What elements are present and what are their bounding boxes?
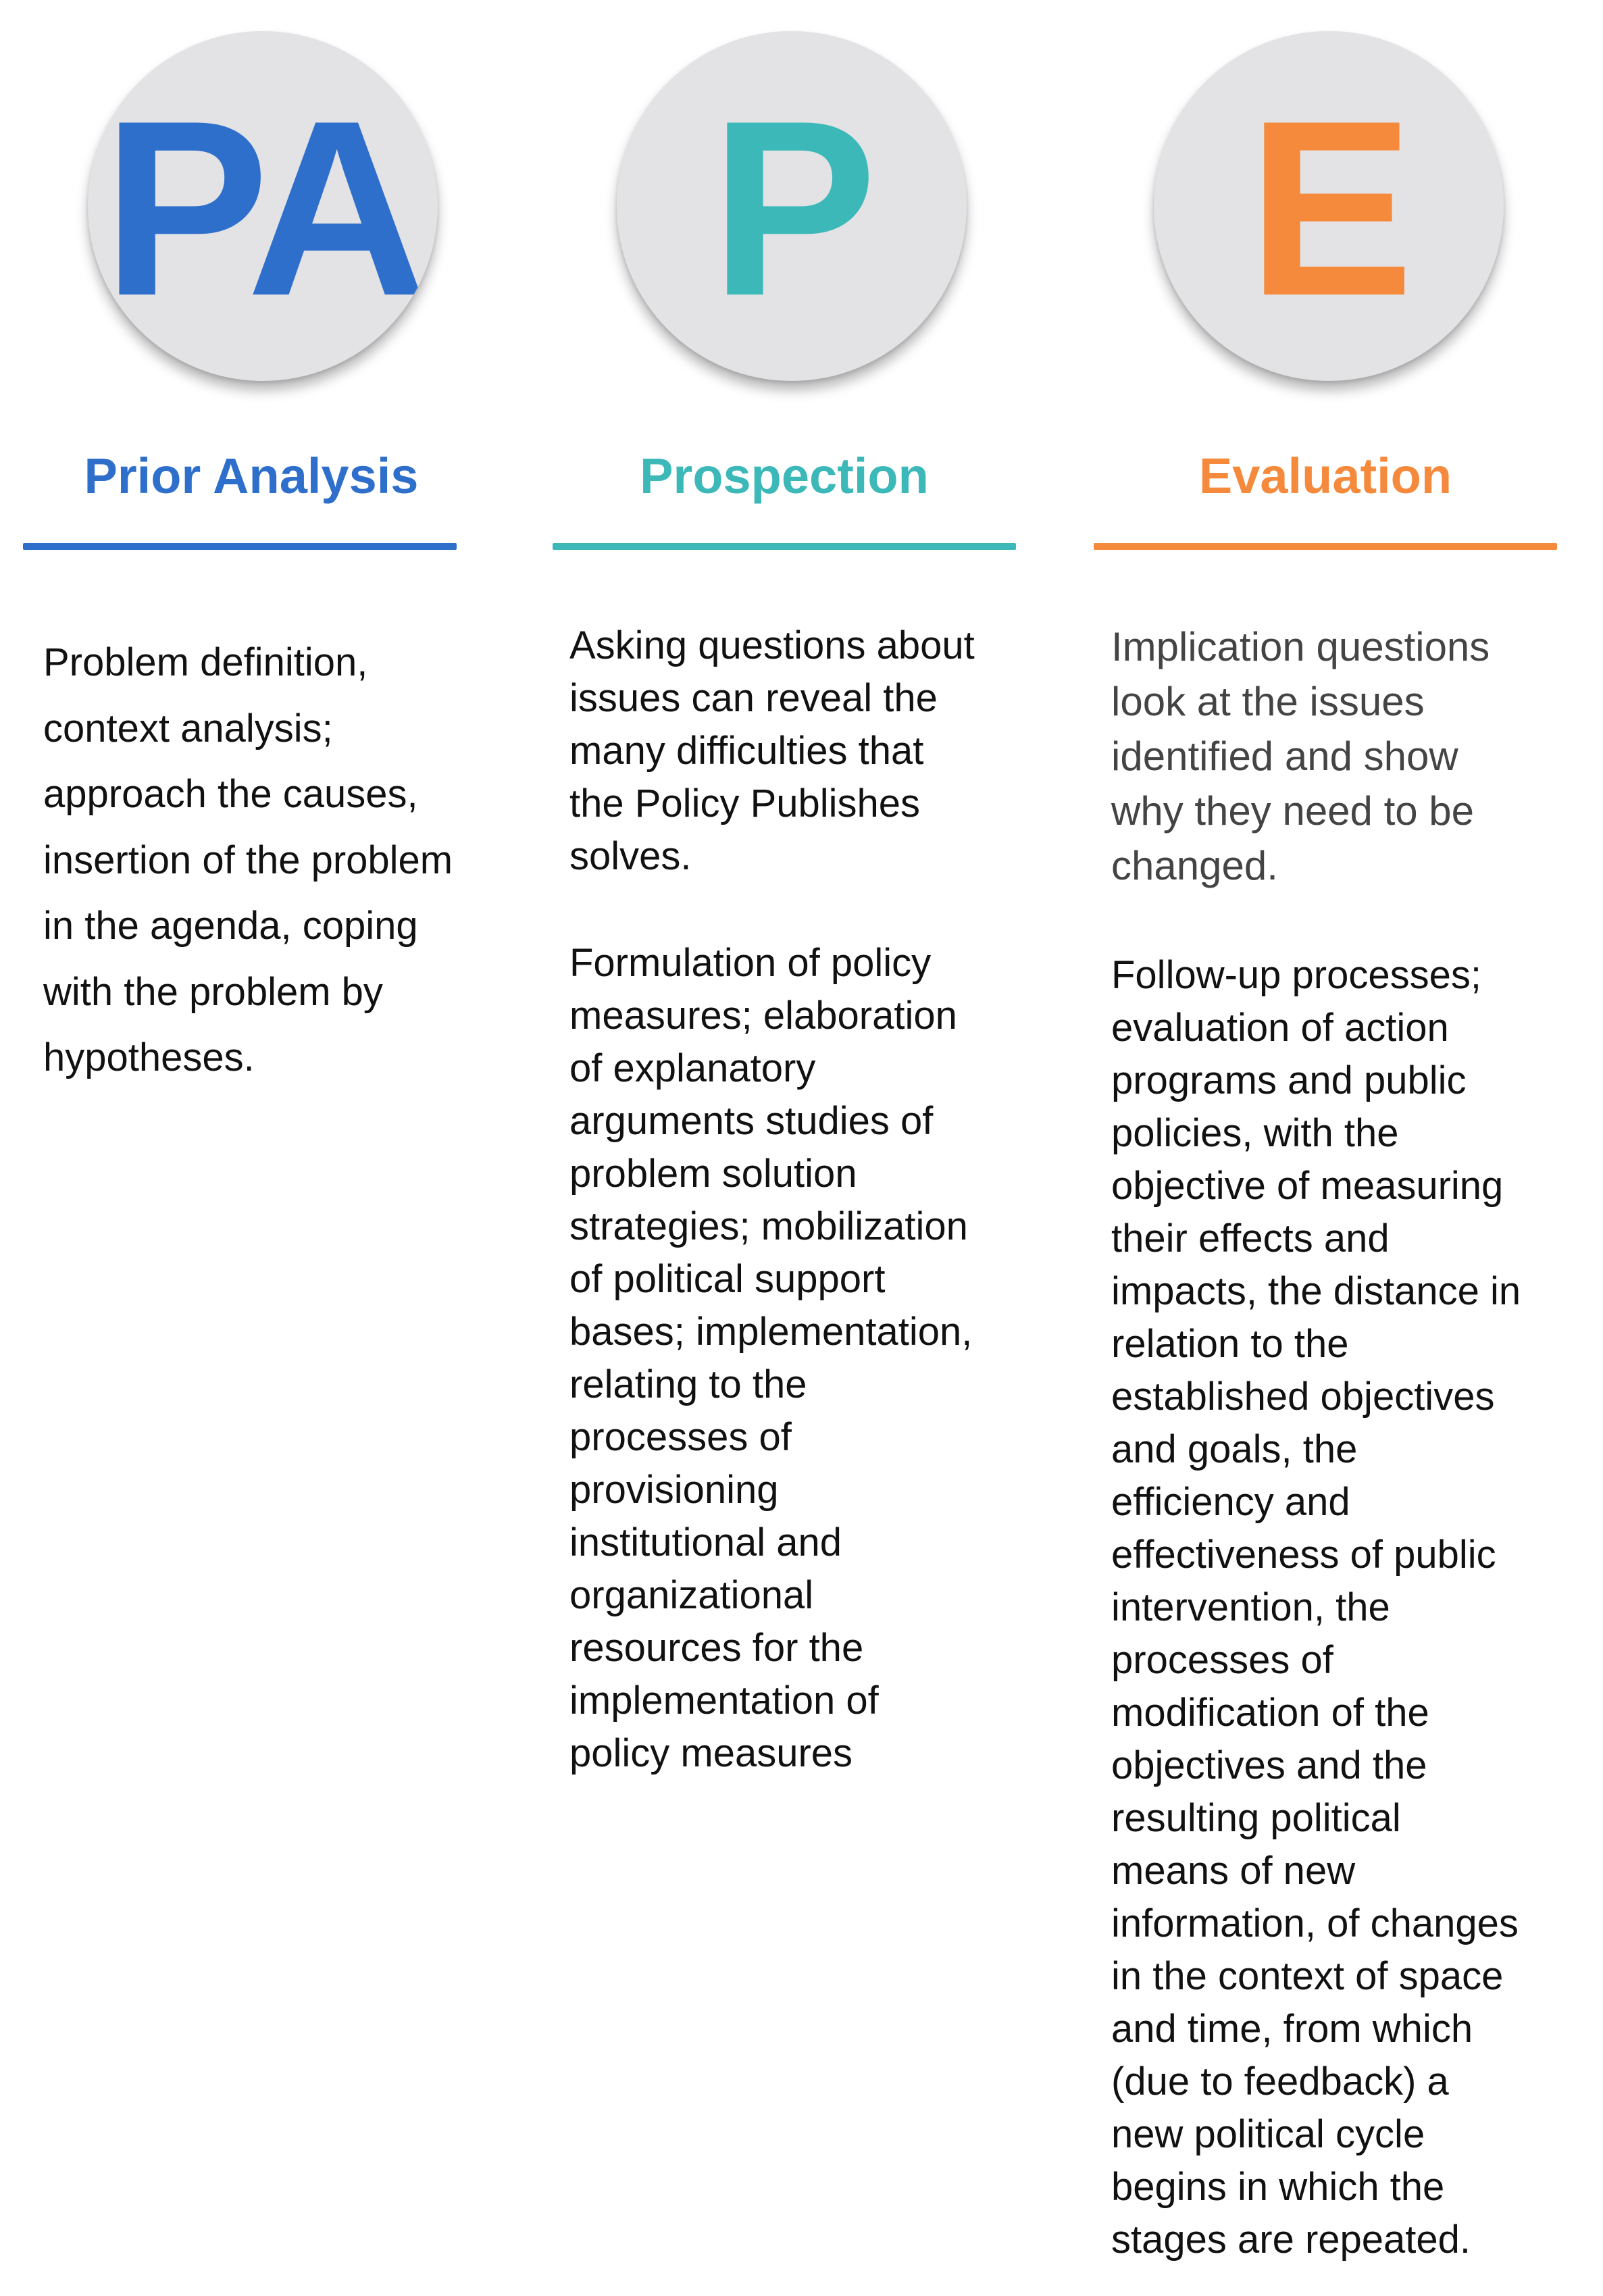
prior-analysis-title: Prior Analysis [84, 448, 419, 504]
evaluation-letter: E [1247, 69, 1410, 348]
evaluation-paragraph-2: Follow-up processes; evaluation of action programs and public policies, with the objective of measuring their effects and impacts, the distance in relation to the established objectives and goals, the efficiency and effectiveness of public intervention, the processes of modification of the objectives and the resulting political means of new information, of changes in the context of space and time, from which (due to feedback) a new political cycle begins in which the stages are repeated. [1111, 953, 1521, 2262]
prior-analysis-circle [88, 31, 438, 381]
prospection-letter: P [710, 69, 873, 348]
prior-analysis-paragraph-1: Problem definition, context analysis; approach the causes, insertion of the problem in the agenda, coping with the problem by hypotheses. [43, 640, 453, 1079]
evaluation-paragraph-1: Implication questions look at the issues identified and show why they need to be changed. [1111, 624, 1490, 888]
prospection-paragraph-2: Formulation of policy measures; elaboration of explanatory arguments studies of problem solution strategies; mobilization of political support bases; implementation, relating to the processes of provisioning institutional and organizational resources for the implementation of policy measures [569, 941, 973, 1775]
evaluation-underline [1094, 543, 1557, 550]
evaluation-title: Evaluation [1198, 448, 1452, 504]
prospection-paragraph-1: Asking questions about issues can reveal the many difficulties that the Policy Publishes solves. [569, 623, 975, 878]
prior-analysis-underline [23, 543, 457, 550]
prior-analysis-letter: PA [102, 69, 424, 348]
evaluation-circle [1154, 31, 1504, 381]
prospection-title: Prospection [640, 448, 929, 504]
prospection-underline [553, 543, 1016, 550]
prospection-circle [617, 31, 967, 381]
